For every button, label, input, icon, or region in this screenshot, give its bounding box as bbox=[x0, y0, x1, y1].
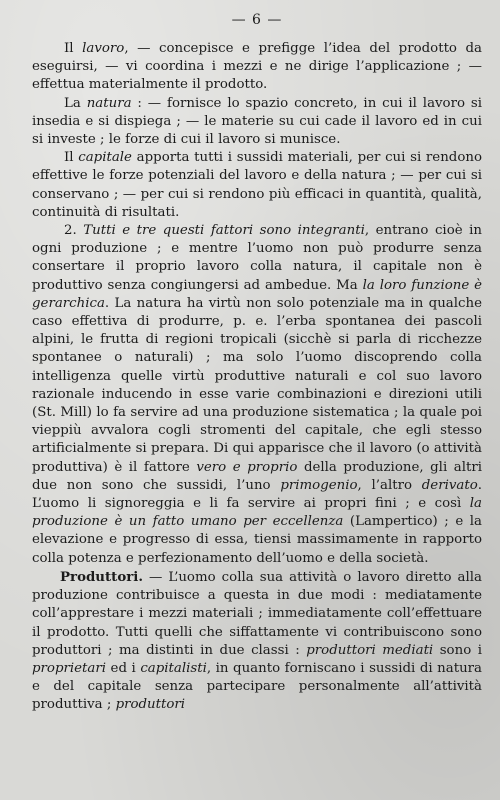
page-body bbox=[32, 40, 482, 715]
text-run: (Lampertico) ; e la elevazione e progresso di essa, tiensi massimamente in rapporto colla potenza e perfezionamento dell’uomo e della società. bbox=[32, 514, 483, 566]
text-run: capitale bbox=[78, 150, 132, 166]
text-run: , in quanto forniscano i sussidi di natura e del capitale senza partecipare personalmente all’attività produttiva ; bbox=[32, 660, 483, 713]
text-run: Il bbox=[64, 150, 79, 166]
paragraph-natura bbox=[32, 95, 482, 150]
text-run: derivato bbox=[421, 477, 478, 493]
text-run: sono i bbox=[433, 642, 482, 658]
text-run: : — fornisce lo spazio concreto, in cui il lavoro si insedia e si dispiega ; — le materie su cui cade il lavoro ed in cui si investe ; le forze di cui il lavoro si munisce. bbox=[32, 95, 482, 148]
text-run: La bbox=[64, 95, 87, 111]
text-run: ed i bbox=[106, 660, 141, 676]
paragraph-fattori bbox=[32, 222, 482, 568]
text-run: produttori mediati bbox=[306, 642, 434, 658]
text-run: lavoro bbox=[82, 41, 125, 56]
text-run: 2. bbox=[64, 223, 84, 239]
paragraph-capitale bbox=[32, 149, 482, 222]
text-run: proprietari bbox=[32, 660, 107, 676]
text-run: natura bbox=[86, 95, 132, 111]
text-run: , l’altro bbox=[357, 477, 422, 493]
text-run: la loro funzione è gerarchica bbox=[32, 277, 482, 311]
text-run: apporta tutti i sussidi materiali, per cui si rendono effettive le forze potenziali del lavoro e della natura ; — per cui si conservano ; — per cui si rendono più efficaci in quantità, qualità, continuità di risultati. bbox=[32, 150, 482, 220]
text-run: . L’uomo li signoreggia e li fa servire ai propri fini ; e così bbox=[32, 477, 482, 512]
paragraph-produttori bbox=[32, 568, 482, 715]
text-run: capitalisti bbox=[140, 660, 207, 676]
text-run: Tutti e tre questi fattori sono integranti bbox=[83, 223, 365, 239]
text-run: Il bbox=[64, 41, 83, 56]
text-run: . La natura ha virtù non solo potenziale ma in qualche caso effettiva di produrre, p. e. l’erba spontanea dei pascoli alpini, le frutta di regioni tropicali (sicchè si parla di ricchezze spontanee o naturali) ; ma solo l’uomo discoprendo colla intelligenza quelle virtù produttive naturali e col suo lavoro razionale inducendo in esse varie combinazioni e direzioni utili (St. Mill) lo fa servire ad una produzione sistematica ; la quale poi vieppiù avvalora cogli stromenti del capitale, che egli stesso artificialmente si prepara. Di qui apparisce che il lavoro (o attività produttiva) è il fattore bbox=[32, 295, 482, 475]
text-run: della produzione, gli altri due non sono che sussidi, l’uno bbox=[32, 459, 482, 493]
text-run: , entrano cioè in ogni produzione ; e mentre l’uomo non può produrre senza consertare il proprio lavoro colla natura, il capitale non è produttivo senza congiungersi ad ambedue. Ma bbox=[32, 223, 482, 293]
paragraph-lavoro bbox=[32, 40, 482, 95]
text-run: Produttori. bbox=[60, 568, 143, 585]
text-run: produttori bbox=[115, 697, 186, 713]
text-run: la produzione è un fatto umano per eccellenza bbox=[32, 496, 482, 530]
text-run: , — concepisce e prefigge l’idea del prodotto da eseguirsi, — vi coordina i mezzi e ne dirige l’applicazione ; — effettua materialmente il prodotto. bbox=[32, 41, 483, 93]
page-number: — 6 — bbox=[231, 12, 283, 28]
text-run: vero e proprio bbox=[196, 459, 298, 475]
text-run: — L’uomo colla sua attività o lavoro diretto alla produzione contribuisce a questa in due modi : mediatamente coll’apprestare i mezzi materiali ; immediatamente coll’effettuare il prodotto. Tutti quelli che siffattamente vi contribuiscono sono produttori ; ma distinti in due classi : bbox=[32, 569, 482, 658]
text-run: primogenio bbox=[280, 477, 358, 493]
